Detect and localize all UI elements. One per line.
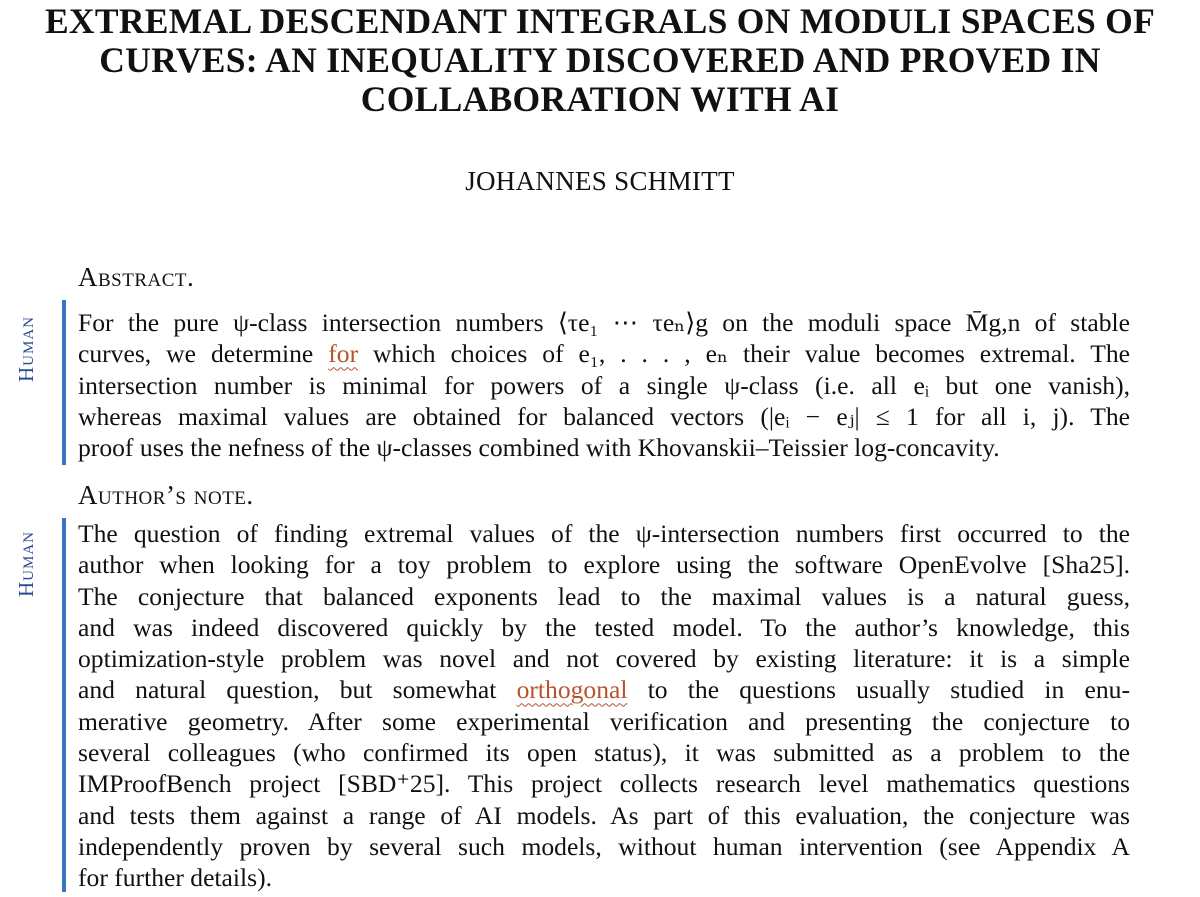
paper-title <box>0 2 1200 119</box>
note-line-12: for further details). <box>78 863 273 893</box>
title-line-3: COLLABORATION WITH AI <box>360 79 840 119</box>
abstract-line-2-a: curves, we determine <box>78 339 329 369</box>
abstract-line-1: For the pure ψ-class intersection numbers ⟨τe₁ ⋯ τeₙ⟩g on the moduli space M̄g,n of stable <box>78 308 1130 337</box>
note-line-9: IMProofBench project [SBD⁺25]. This project collects research level mathematics questions <box>78 769 1130 799</box>
note-line-6-b: to the questions usually studied in enu- <box>627 675 1130 705</box>
note-line-5: optimization-style problem was novel and not covered by existing literature: it is a simple <box>78 644 1130 674</box>
note-line-8: several colleagues (who confirmed its open status), it was submitted as a problem to the <box>78 738 1130 768</box>
note-paragraph <box>78 518 1130 894</box>
note-heading: Author’s note. <box>78 480 254 510</box>
note-side-label: Human <box>14 530 38 597</box>
note-line-2: author when looking for a toy problem to explore using the software OpenEvolve [Sha25]. <box>78 550 1130 580</box>
abstract-line-3: intersection number is minimal for powers of a single ψ-class (i.e. all eᵢ but one vanish), <box>78 370 1130 400</box>
note-line-6-a: and natural question, but somewhat <box>78 675 517 705</box>
abstract-highlight-bar <box>62 300 66 465</box>
author-name: JOHANNES SCHMITT <box>465 166 735 196</box>
note-line-7: merative geometry. After some experimental verification and presenting the conjecture to <box>78 706 1130 736</box>
highlighted-word-orthogonal[interactable]: orthogonal <box>516 675 628 705</box>
note-line-1: The question of finding extremal values of the ψ-intersection numbers first occurred to the <box>78 519 1130 548</box>
note-line-4: and was indeed discovered quickly by the tested model. To the author’s knowledge, this <box>78 612 1130 642</box>
title-line-1: EXTREMAL DESCENDANT INTEGRALS ON MODULI SPACES OF <box>44 1 1156 41</box>
note-highlight-bar <box>62 518 66 892</box>
note-line-6 <box>78 674 1130 705</box>
abstract-heading: Abstract. <box>78 262 195 292</box>
abstract-side-label: Human <box>14 315 38 382</box>
note-line-3: The conjecture that balanced exponents lead to the maximal values is a natural guess, <box>78 581 1130 611</box>
note-line-11: independently proven by several such models, without human intervention (see Appendix A <box>78 831 1130 861</box>
abstract-paragraph <box>78 307 1130 463</box>
abstract-line-2-b: which choices of e₁, . . . , eₙ their value becomes extremal. The <box>358 339 1130 369</box>
title-line-2: CURVES: AN INEQUALITY DISCOVERED AND PROVED IN <box>99 40 1101 80</box>
abstract-line-4: whereas maximal values are obtained for balanced vectors (|eᵢ − eⱼ| ≤ 1 for all i, j). The <box>78 401 1130 431</box>
note-line-10: and tests them against a range of AI models. As part of this evaluation, the conjecture was <box>78 800 1130 830</box>
highlighted-word-for[interactable]: for <box>328 339 359 369</box>
abstract-line-2 <box>78 338 1130 369</box>
abstract-line-5: proof uses the nefness of the ψ-classes combined with Khovanskii–Teissier log-concavity. <box>78 433 1000 463</box>
